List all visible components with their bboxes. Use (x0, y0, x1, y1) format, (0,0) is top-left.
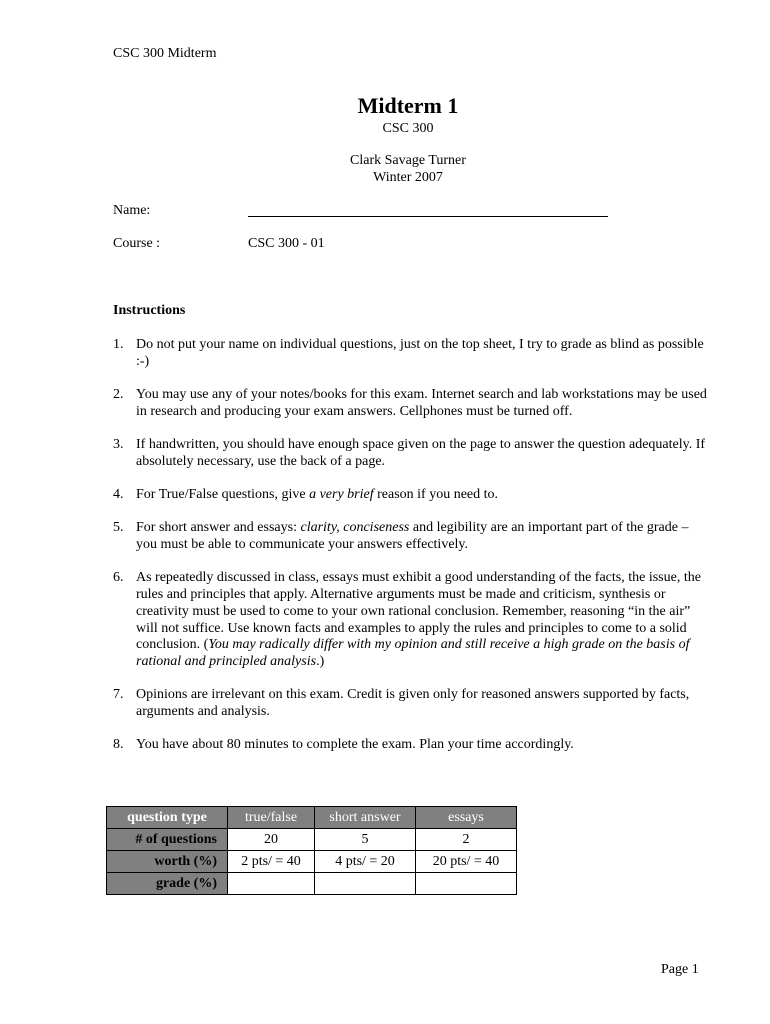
table-cell: 2 pts/ = 40 (228, 851, 315, 873)
course-label: Course : (113, 236, 161, 251)
instruction-item (113, 687, 709, 721)
table-cell: 2 (416, 829, 517, 851)
instruction-item (113, 387, 709, 421)
name-write-line (248, 216, 608, 217)
running-header: CSC 300 Midterm (113, 46, 217, 61)
table-cell: 5 (315, 829, 416, 851)
term: Winter 2007 (373, 170, 443, 185)
instruction-number: 8. (113, 737, 124, 753)
page-number: Page 1 (661, 962, 699, 977)
instruction-number: 2. (113, 386, 124, 402)
instruction-number: 1. (113, 337, 124, 352)
row-label: # of questions (107, 829, 228, 851)
row-label: worth (%) (107, 851, 228, 873)
instruction-item (113, 437, 709, 471)
table-cell: 4 pts/ = 20 (315, 851, 416, 873)
instruction-text: .) (316, 654, 325, 670)
instructions-heading: Instructions (113, 303, 186, 318)
table-header-row (107, 807, 517, 829)
instruction-text: As repeatedly discussed in class, essays must exhibit a good understanding of the facts, the issue, the rules and principles that apply. Alternative arguments must be made and criticism, synthesis or creativity must be used to come to your own rational conclusion. Remember, reasoning “in the air” will not suffice. Use known facts and examples to apply the rules and principles to come to a solid conclusion. ( (136, 570, 701, 653)
instruction-text: You have about 80 minutes to complete the exam. Plan your time accordingly. (136, 737, 574, 753)
instruction-emphasis: You may radically differ with my opinion and still receive a high grade on the basis of rational and principled analysis (136, 637, 690, 670)
table-cell: 20 pts/ = 40 (416, 851, 517, 873)
instruction-item (113, 337, 709, 371)
row-label: grade (%) (107, 873, 228, 895)
instruction-text: If handwritten, you should have enough space given on the page to answer the question adequately. If absolutely necessary, use the back of a page. (136, 436, 706, 469)
instruction-number: 4. (113, 486, 124, 502)
table-row (107, 873, 517, 895)
instruction-item (113, 520, 709, 554)
course-code: CSC 300 (382, 121, 434, 136)
table-row (107, 851, 517, 873)
instruction-number: 5. (113, 520, 124, 536)
instructor-name: Clark Savage Turner (350, 153, 466, 168)
instruction-item (113, 737, 709, 754)
table-cell: 20 (228, 829, 315, 851)
instruction-text: For short answer and essays: (136, 520, 301, 536)
instruction-number: 6. (113, 570, 124, 586)
table-row (107, 829, 517, 851)
instruction-text: Do not put your name on individual questions, just on the top sheet, I try to grade as blind as possible :-) (136, 337, 704, 369)
grade-cell (416, 873, 517, 895)
grade-cell (315, 873, 416, 895)
table-header-cell: question type (107, 807, 228, 829)
course-value: CSC 300 - 01 (248, 236, 325, 251)
instructions-list (113, 337, 709, 770)
instruction-item (113, 570, 709, 671)
instruction-number: 3. (113, 436, 124, 452)
instruction-text: Opinions are irrelevant on this exam. Credit is given only for reasoned answers supported by facts, arguments and analysis. (136, 687, 690, 720)
points-summary-table (106, 806, 517, 895)
instruction-text: You may use any of your notes/books for this exam. Internet search and lab workstations may be used in research and producing your exam answers. Cellphones must be turned off. (136, 386, 707, 419)
instruction-number: 7. (113, 687, 124, 703)
instruction-text: and legibility are an important part of the grade – you must be able to communicate your answers effectively. (136, 520, 689, 552)
table-header-cell: essays (416, 807, 517, 829)
instruction-text: reason if you need to. (373, 486, 499, 502)
exam-title: Midterm 1 (357, 93, 459, 118)
instruction-text: For True/False questions, give (136, 486, 310, 502)
instruction-emphasis: clarity, conciseness (300, 520, 410, 536)
table-header-cell: short answer (315, 807, 416, 829)
table-header-cell: true/false (228, 807, 315, 829)
grade-cell (228, 873, 315, 895)
name-label: Name: (113, 203, 151, 218)
instruction-item (113, 487, 709, 504)
instruction-emphasis: a very brief (309, 486, 374, 502)
